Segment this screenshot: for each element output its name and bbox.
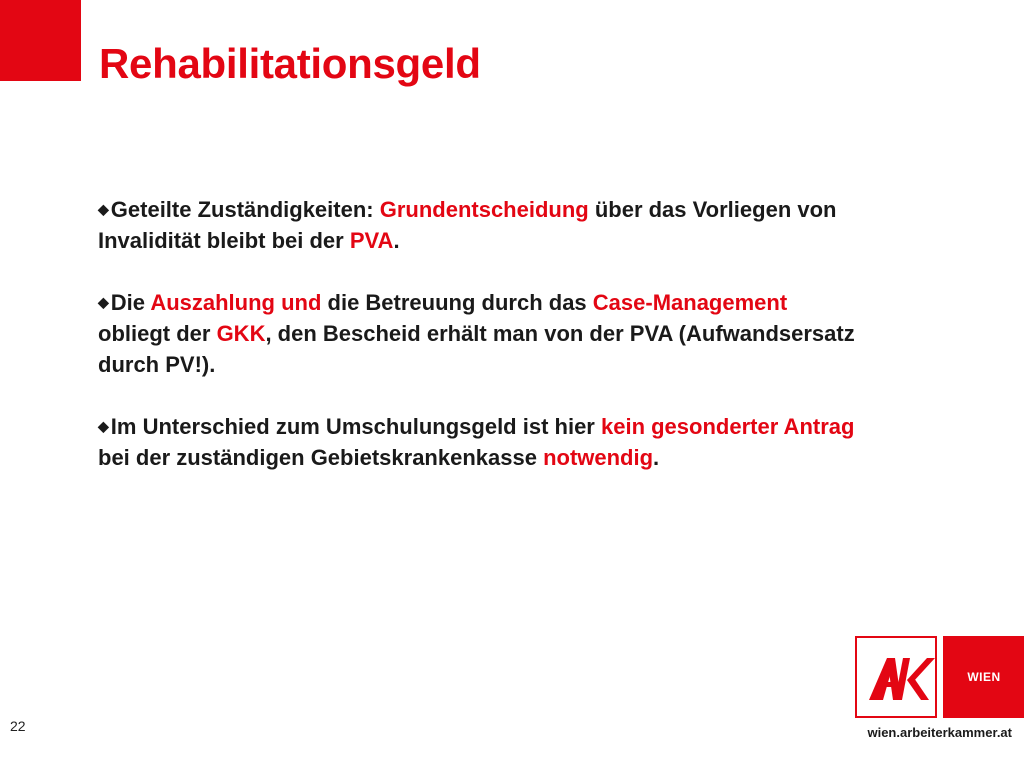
bullet-text: bei der zuständigen Gebietskrankenkasse: [98, 445, 544, 470]
highlighted-text: notwendig: [543, 445, 654, 470]
bullet-text: Im Unterschied zum Umschulungsgeld ist hier: [110, 414, 601, 439]
bullet-item: [98, 411, 858, 473]
diamond-bullet-icon: ◆: [98, 418, 109, 434]
highlighted-text: PVA: [349, 228, 394, 253]
bullet-list: [98, 194, 858, 473]
highlighted-text: kein gesonderter Antrag: [600, 414, 855, 439]
diamond-bullet-icon: ◆: [98, 294, 109, 310]
diamond-bullet-icon: ◆: [98, 201, 109, 217]
page-number: 22: [10, 718, 26, 734]
ak-letters-icon: [857, 638, 939, 720]
website-url: wien.arbeiterkammer.at: [867, 725, 1012, 740]
highlighted-text: Grundentscheidung: [379, 197, 589, 222]
bullet-text: die Betreuung durch das: [321, 290, 593, 315]
highlighted-text: Auszahlung und: [150, 290, 322, 315]
bullet-text: .: [653, 445, 660, 470]
ak-logo-icon: [855, 636, 937, 718]
wien-logo-block: WIEN: [943, 636, 1024, 718]
bullet-item: [98, 287, 858, 380]
bullet-text: Die: [110, 290, 151, 315]
bullet-item: [98, 194, 858, 256]
bullet-text: , den Bescheid erhält man von der PVA (Aufwandsersatz durch PV!).: [98, 321, 855, 377]
ak-wien-logo: [855, 636, 1024, 718]
corner-accent-block: [0, 0, 81, 81]
bullet-text: Geteilte Zuständigkeiten:: [110, 197, 380, 222]
bullet-text: .: [393, 228, 400, 253]
bullet-text: über das Vorliegen von Invalidität bleibt bei der: [98, 197, 837, 253]
highlighted-text: Case-Management: [592, 290, 788, 315]
highlighted-text: GKK: [216, 321, 266, 346]
slide-title: Rehabilitationsgeld: [99, 40, 481, 87]
bullet-text: obliegt der: [98, 321, 217, 346]
